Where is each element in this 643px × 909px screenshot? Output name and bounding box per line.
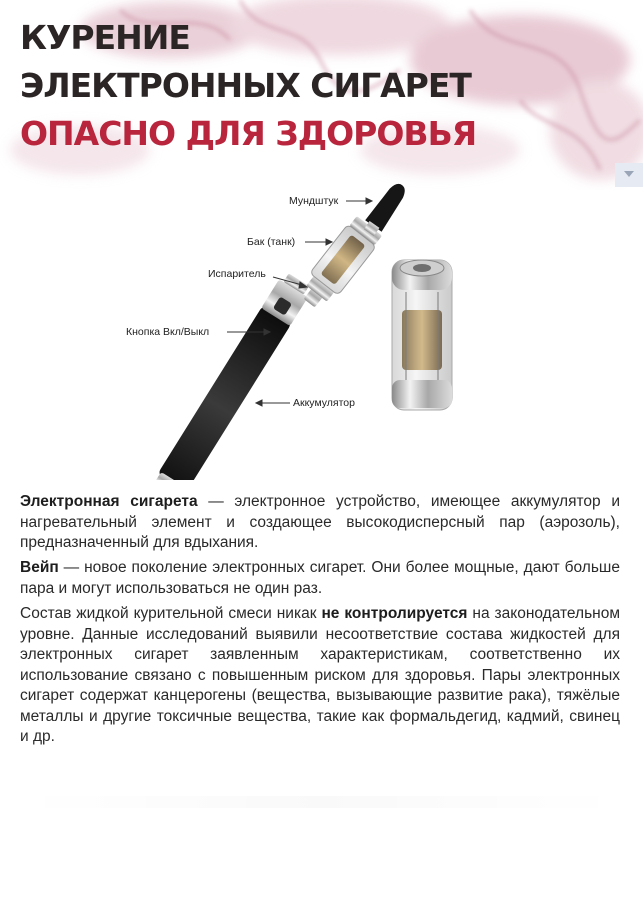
paragraph-composition: [20, 604, 620, 748]
side-tab[interactable]: [615, 163, 643, 187]
label-tank: Бак (танк): [247, 236, 296, 248]
label-atomizer: Испаритель: [208, 268, 266, 280]
definition-text: — электронное устройство, имеющее аккумулятор и нагревательный элемент и создающее высокодисперсный пар (аэрозоль), предназначенный для вдыхания.: [20, 493, 620, 551]
title-line-3: ОПАСНО ДЛЯ ЗДОРОВЬЯ: [20, 114, 477, 153]
mouthpiece-graphic: [361, 180, 411, 238]
label-battery: Аккумулятор: [293, 397, 355, 409]
battery-graphic: [152, 271, 313, 480]
label-button: Кнопка Вкл/Выкл: [126, 326, 210, 338]
paragraph-definition: [20, 492, 620, 554]
composition-text-after: на законодательном уровне. Данные исследований выявили несоответствие состава жидкостей для электронных сигарет заявленным характеристикам, соответственно их использование связано с повышенным риском для здоровья. Пары электронных сигарет содержат канцерогены (вещества, вызывающие развитие рака), тяжёлые металлы и другие токсичные вещества, такие как формальдегид, кадмий, свинец и др.: [20, 605, 620, 745]
divider: [20, 796, 623, 808]
title-line-2: ЭЛЕКТРОННЫХ СИГАРЕТ: [20, 66, 471, 105]
term-e-cigarette: Электронная сигарета: [20, 493, 198, 510]
label-mouthpiece: Мундштук: [289, 195, 339, 207]
term-vape: Вейп: [20, 559, 59, 576]
cartomizer-graphic: [392, 260, 452, 410]
composition-text-before: Состав жидкой курительной смеси никак: [20, 605, 322, 622]
paragraph-vape: [20, 558, 620, 599]
term-not-controlled: не контролируется: [321, 605, 468, 622]
title-line-1: КУРЕНИЕ: [20, 18, 190, 57]
vape-text: — новое поколение электронных сигарет. Они более мощные, дают больше пара и могут использоваться не один раз.: [20, 559, 620, 597]
page-title: [20, 14, 476, 158]
chevron-down-icon: [624, 171, 634, 177]
